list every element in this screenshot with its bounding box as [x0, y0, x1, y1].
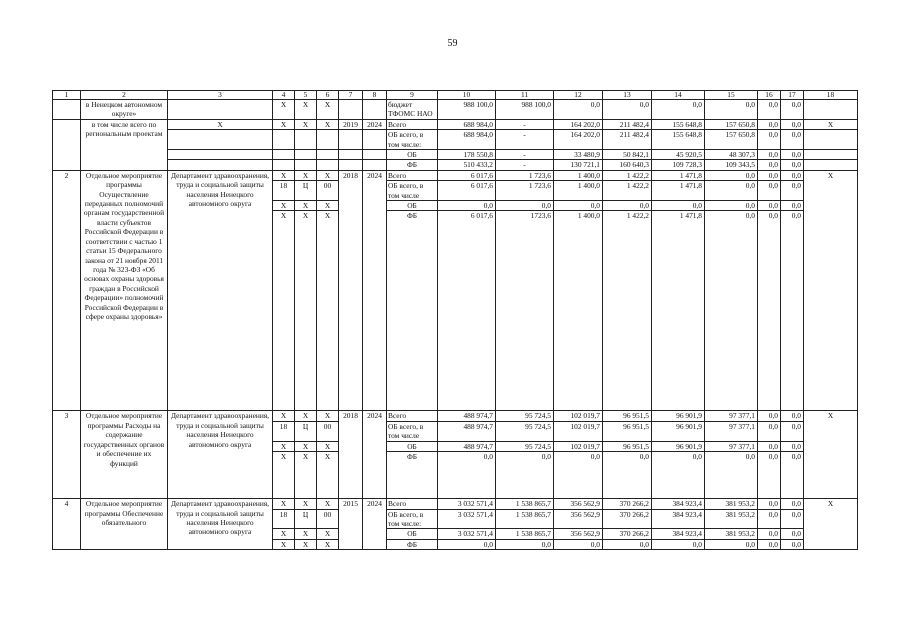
header-cell: 18 [804, 91, 858, 100]
table-cell: 0,0 [781, 452, 804, 499]
table-cell [273, 130, 295, 150]
table-cell: Х [317, 452, 339, 499]
table-cell: 178 550,8 [438, 150, 496, 160]
table-cell: 0,0 [781, 411, 804, 421]
table-cell: 0,0 [781, 100, 804, 120]
table-cell: 1 400,0 [554, 170, 603, 180]
table-cell: 96 951,5 [603, 421, 652, 441]
table-cell: Ц [295, 509, 317, 529]
table-cell [295, 150, 317, 160]
table-cell: 0,0 [781, 509, 804, 529]
table-cell: 356 562,9 [554, 499, 603, 509]
table-cell: 18 [273, 509, 295, 529]
table-cell: 102 019,7 [554, 441, 603, 451]
table-cell [804, 100, 858, 120]
table-cell: Х [273, 452, 295, 499]
year-start: 2015 [339, 499, 363, 550]
table-cell: 356 562,9 [554, 509, 603, 529]
executor: Департамент здравоохранения, труда и социальной защиты населения Ненецкого автономного округа [168, 411, 273, 499]
table-cell [363, 130, 387, 150]
table-cell: Х [317, 411, 339, 421]
funding-source: ОБ [387, 201, 438, 211]
table-cell: Х [273, 211, 295, 411]
measure-name: в Ненецком автономном округе» [81, 100, 168, 120]
funding-source: Всего [387, 411, 438, 421]
table-cell: 6 017,6 [438, 170, 496, 180]
table-cell: 384 923,4 [652, 529, 705, 539]
funding-source: бюджет ТФОМС НАО [387, 100, 438, 120]
table-cell: 0,0 [652, 201, 705, 211]
table-cell: 3 032 571,4 [438, 509, 496, 529]
table-cell: 0,0 [554, 201, 603, 211]
table-cell: 0,0 [554, 539, 603, 549]
executor: Департамент здравоохранения, труда и социальной защиты населения Ненецкого автономного округа [168, 170, 273, 411]
table-cell: 0,0 [781, 160, 804, 170]
table-cell: 102 019,7 [554, 421, 603, 441]
table-cell [339, 150, 363, 160]
table-cell: 0,0 [781, 441, 804, 451]
table-cell [804, 130, 858, 150]
table-cell: 0,0 [705, 211, 758, 411]
year-end: 2024 [363, 411, 387, 499]
header-cell: 1 [53, 91, 81, 100]
table-cell: 0,0 [758, 160, 781, 170]
table-cell: 160 640,3 [603, 160, 652, 170]
table-cell: 356 562,9 [554, 529, 603, 539]
funding-source: Всего [387, 499, 438, 509]
table-cell: Х [273, 539, 295, 549]
table-cell: 381 953,2 [705, 509, 758, 529]
table-cell: 0,0 [652, 452, 705, 499]
table-cell: 157 650,8 [705, 130, 758, 150]
table-cell: Х [295, 211, 317, 411]
table-cell: 157 650,8 [705, 119, 758, 129]
funding-source: ОБ [387, 150, 438, 160]
table-row [53, 499, 858, 509]
table-cell: Х [295, 499, 317, 509]
budget-table [52, 90, 858, 550]
table-cell: 3 032 571,4 [438, 529, 496, 539]
table-cell: 0,0 [781, 130, 804, 150]
table-cell: Х [317, 529, 339, 539]
table-cell [339, 100, 363, 120]
table-cell: 0,0 [758, 119, 781, 129]
table-cell: Х [168, 119, 273, 129]
table-cell: 48 307,3 [705, 150, 758, 160]
table-cell [295, 130, 317, 150]
table-cell: 18 [273, 181, 295, 201]
table-cell: 155 648,8 [652, 130, 705, 150]
table-cell: 0,0 [758, 411, 781, 421]
table-cell: 0,0 [781, 499, 804, 509]
table-cell: 97 377,1 [705, 411, 758, 421]
header-cell: 4 [273, 91, 295, 100]
table-cell: Х [317, 119, 339, 129]
table-row [53, 130, 858, 150]
table-cell: 95 724,5 [496, 411, 554, 421]
table-cell: 0,0 [652, 100, 705, 120]
table-cell: 384 923,4 [652, 499, 705, 509]
table-cell: 0,0 [758, 441, 781, 451]
table-cell: Х [295, 441, 317, 451]
table-cell: 0,0 [603, 539, 652, 549]
table-cell: 0,0 [652, 539, 705, 549]
table-cell: Х [295, 411, 317, 421]
header-cell: 9 [387, 91, 438, 100]
table-cell: Х [295, 529, 317, 539]
table-cell: 0,0 [496, 539, 554, 549]
table-cell: 0,0 [496, 201, 554, 211]
header-cell: 10 [438, 91, 496, 100]
funding-source: ФБ [387, 160, 438, 170]
table-cell: 1 471,8 [652, 181, 705, 201]
table-cell: 1 400,0 [554, 211, 603, 411]
table-cell: 00 [317, 421, 339, 441]
table-cell: 0,0 [781, 181, 804, 201]
table-cell: 0,0 [603, 452, 652, 499]
header-cell: 6 [317, 91, 339, 100]
table-cell [53, 100, 81, 120]
table-cell: 0,0 [781, 421, 804, 441]
table-cell: 0,0 [758, 100, 781, 120]
table-cell: 00 [317, 509, 339, 529]
table-cell: Ц [295, 421, 317, 441]
table-cell: 1 538 865,7 [496, 529, 554, 539]
table-cell: 0,0 [758, 421, 781, 441]
table-cell: 6 017,6 [438, 211, 496, 411]
table-cell: Х [804, 499, 858, 550]
table-cell: 0,0 [758, 170, 781, 180]
table-cell: 688 984,0 [438, 130, 496, 150]
funding-source: ОБ всего, в том числе: [387, 509, 438, 529]
measure-name: Отдельное мероприятие программы Осуществление переданных полномочий органам государственной власти субъектов Российской Федерации в соответствии с частью 1 статьи 15 Федерального закона от 21 ноября 2011 года № 323-ФЗ «Об основах охраны здоровья граждан в Российской Федерации» полномочий Российской Федерации в сфере охраны здоровья» [81, 170, 168, 411]
table-cell: Х [295, 452, 317, 499]
table-cell: 96 901,9 [652, 411, 705, 421]
table-cell [168, 100, 273, 120]
table-cell: 370 266,2 [603, 529, 652, 539]
table-cell: 97 377,1 [705, 441, 758, 451]
table-row [53, 411, 858, 421]
table-cell: - [496, 130, 554, 150]
table-cell: 0,0 [705, 100, 758, 120]
table-cell [168, 130, 273, 150]
table-cell: 1 538 865,7 [496, 509, 554, 529]
table-cell: 1 723,6 [496, 170, 554, 180]
year-end: 2024 [363, 499, 387, 550]
table-cell: 0,0 [758, 150, 781, 160]
table-cell: 211 482,4 [603, 119, 652, 129]
table-cell: 1723,6 [496, 211, 554, 411]
funding-source: ОБ всего, в том числе [387, 181, 438, 201]
table-cell [363, 100, 387, 120]
table-row [53, 170, 858, 180]
table-cell: 0,0 [705, 539, 758, 549]
table-cell: 0,0 [781, 150, 804, 160]
row-number: 4 [53, 499, 81, 550]
table-cell: 988 100,0 [496, 100, 554, 120]
table-cell: 164 202,0 [554, 119, 603, 129]
table-cell [363, 150, 387, 160]
header-cell: 16 [758, 91, 781, 100]
table-row [53, 150, 858, 160]
table-cell: Х [273, 100, 295, 120]
table-cell: 1 422,2 [603, 170, 652, 180]
table-cell: 0,0 [554, 452, 603, 499]
table-cell: 1 422,2 [603, 211, 652, 411]
header-cell: 5 [295, 91, 317, 100]
table-cell: 0,0 [603, 100, 652, 120]
table-cell [273, 150, 295, 160]
table-row [53, 100, 858, 120]
header-cell: 13 [603, 91, 652, 100]
table-cell: 488 974,7 [438, 441, 496, 451]
header-cell: 11 [496, 91, 554, 100]
year-start: 2018 [339, 411, 363, 499]
table-cell: Х [295, 170, 317, 180]
table-cell: 0,0 [758, 499, 781, 509]
table-cell: Ц [295, 181, 317, 201]
table-cell: 18 [273, 421, 295, 441]
measure-name: Отдельное мероприятие программы Обеспечение обязательного [81, 499, 168, 550]
table-cell: Х [804, 411, 858, 499]
funding-source: Всего [387, 170, 438, 180]
header-cell: 7 [339, 91, 363, 100]
measure-name: Отдельное мероприятие программы Расходы на содержание государственных органов и обеспечение их функций [81, 411, 168, 499]
table-cell: 0,0 [781, 211, 804, 411]
header-cell: 3 [168, 91, 273, 100]
table-cell: 0,0 [758, 211, 781, 411]
funding-source: ОБ [387, 529, 438, 539]
header-cell: 17 [781, 91, 804, 100]
table-cell: 109 343,5 [705, 160, 758, 170]
table-cell: - [496, 119, 554, 129]
funding-source: ОБ [387, 441, 438, 451]
table-cell: 381 953,2 [705, 499, 758, 509]
table-cell [317, 130, 339, 150]
table-cell [804, 160, 858, 170]
table-cell: 97 377,1 [705, 421, 758, 441]
table-cell: Х [804, 119, 858, 129]
table-cell: 0,0 [758, 529, 781, 539]
row-number: 2 [53, 170, 81, 411]
table-cell: 155 648,8 [652, 119, 705, 129]
table-cell: 96 951,5 [603, 411, 652, 421]
table-cell: 0,0 [705, 452, 758, 499]
table-cell: Х [317, 499, 339, 509]
table-cell: 370 266,2 [603, 499, 652, 509]
table-cell [273, 160, 295, 170]
table-cell: 0,0 [554, 100, 603, 120]
table-cell: 488 974,7 [438, 411, 496, 421]
table-cell [339, 160, 363, 170]
header-row [53, 91, 858, 100]
table-cell: 1 471,8 [652, 170, 705, 180]
table-cell: 1 400,0 [554, 181, 603, 201]
table-cell: Х [273, 441, 295, 451]
table-cell: 0,0 [781, 529, 804, 539]
executor: Департамент здравоохранения, труда и социальной защиты населения Ненецкого автономного округа [168, 499, 273, 550]
table-cell: 102 019,7 [554, 411, 603, 421]
table-cell: 0,0 [781, 539, 804, 549]
header-cell: 15 [705, 91, 758, 100]
funding-source: ОБ всего, в том числе [387, 421, 438, 441]
table-cell: Х [317, 201, 339, 211]
table-cell: 370 266,2 [603, 509, 652, 529]
table-cell: Х [295, 201, 317, 211]
table-cell [363, 160, 387, 170]
table-cell: Х [295, 539, 317, 549]
table-cell: 1 538 865,7 [496, 499, 554, 509]
funding-source: ФБ [387, 539, 438, 549]
table-cell: 0,0 [705, 201, 758, 211]
table-cell: 109 728,3 [652, 160, 705, 170]
header-cell: 8 [363, 91, 387, 100]
page-number: 59 [447, 38, 458, 49]
table-cell: 1 422,2 [603, 181, 652, 201]
table-row [53, 160, 858, 170]
table-cell: Х [273, 529, 295, 539]
table-cell: 164 202,0 [554, 130, 603, 150]
table-cell: 96 901,9 [652, 441, 705, 451]
table-cell: Х [317, 170, 339, 180]
table-cell: - [496, 150, 554, 160]
funding-source: ОБ всего, в том числе: [387, 130, 438, 150]
table-cell: 0,0 [781, 170, 804, 180]
table-cell: Х [295, 119, 317, 129]
table-cell: 0,0 [705, 170, 758, 180]
table-cell: Х [273, 411, 295, 421]
table-cell: Х [317, 539, 339, 549]
table-cell: 0,0 [705, 181, 758, 201]
table-cell: Х [804, 170, 858, 411]
table-cell: 50 842,1 [603, 150, 652, 160]
table-cell: 3 032 571,4 [438, 499, 496, 509]
table-cell: 130 721,1 [554, 160, 603, 170]
row-number: 3 [53, 411, 81, 499]
year-end: 2024 [363, 170, 387, 411]
table-cell: 510 433,2 [438, 160, 496, 170]
table-cell: - [496, 160, 554, 170]
header-cell: 12 [554, 91, 603, 100]
table-cell [339, 130, 363, 150]
table-cell: 95 724,5 [496, 421, 554, 441]
table-cell: 0,0 [496, 452, 554, 499]
table-cell [168, 160, 273, 170]
table-cell: 0,0 [758, 452, 781, 499]
funding-source: Всего [387, 119, 438, 129]
table-cell: 45 920,5 [652, 150, 705, 160]
table-cell: 988 100,0 [438, 100, 496, 120]
year-start: 2019 [339, 119, 363, 129]
table-cell: 95 724,5 [496, 441, 554, 451]
table-cell: 0,0 [603, 201, 652, 211]
table-cell: 384 923,4 [652, 509, 705, 529]
header-cell: 14 [652, 91, 705, 100]
table-row [53, 119, 858, 129]
table-cell [295, 160, 317, 170]
table-cell [168, 150, 273, 160]
table-cell [317, 160, 339, 170]
table-cell: 33 480,9 [554, 150, 603, 160]
table-cell: 0,0 [781, 201, 804, 211]
table-cell: Х [317, 441, 339, 451]
table-cell: Х [273, 119, 295, 129]
table-cell [53, 119, 81, 170]
table-cell: 00 [317, 181, 339, 201]
table-cell: 381 953,2 [705, 529, 758, 539]
table-cell: 6 017,6 [438, 181, 496, 201]
table-cell: Х [295, 100, 317, 120]
table-cell: 0,0 [438, 452, 496, 499]
table-cell: 0,0 [781, 119, 804, 129]
table-cell: Х [317, 211, 339, 411]
table-cell [317, 150, 339, 160]
table-cell: Х [273, 170, 295, 180]
table-cell [804, 150, 858, 160]
table-cell: 488 974,7 [438, 421, 496, 441]
table-cell: Х [273, 201, 295, 211]
table-cell: 96 901,9 [652, 421, 705, 441]
table-cell: 1 471,8 [652, 211, 705, 411]
year-end: 2024 [363, 119, 387, 129]
header-cell: 2 [81, 91, 168, 100]
measure-name: в том числе всего по региональным проектам [81, 119, 168, 170]
table-cell: Х [273, 499, 295, 509]
table-cell: 0,0 [758, 201, 781, 211]
table-cell: 0,0 [758, 130, 781, 150]
table-cell: 1 723,6 [496, 181, 554, 201]
table-cell: 0,0 [438, 201, 496, 211]
funding-source: ФБ [387, 452, 438, 499]
table-cell: 96 951,5 [603, 441, 652, 451]
table-cell: 0,0 [758, 539, 781, 549]
table-cell: 0,0 [438, 539, 496, 549]
table-cell: 0,0 [758, 181, 781, 201]
year-start: 2018 [339, 170, 363, 411]
table-cell: 688 984,0 [438, 119, 496, 129]
table-cell: Х [317, 100, 339, 120]
funding-source: ФБ [387, 211, 438, 411]
table-cell: 0,0 [758, 509, 781, 529]
table-cell: 211 482,4 [603, 130, 652, 150]
